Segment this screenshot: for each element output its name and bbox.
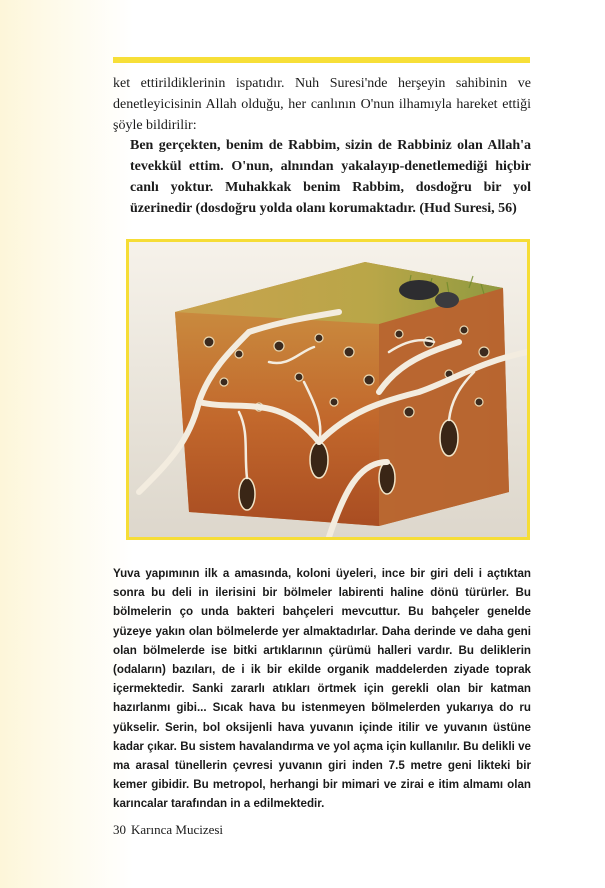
figure-caption: Yuva yapımının ilk a amasında, koloni üyeleri, ince bir giri deli i açtıktan sonra bu deli in ilerisini bir bölmeler labirenti haline dönü türürler. Bu bölmelerin ço unda bakteri bahçeleri mevcuttur. Bu bahçeler genelde yüzeye yakın olan bölmelerde yer almaktadırlar. Daha derinde ve daha geni olan bölmelerde ise bitki artıklarının çürümü halleri vardır. Bu deliklerin (odaların) bazıları, de i ik bir ekilde organik maddelerden ziyade toprak içermektedir. Sanki zararlı atıkları örtmek için gerekli olan bir katman hazırlanmı gibi... Sıcak hava bu istenmeyen bölmelerden yukarıya do ru yükselir. Serin, bol oksijenli hava yuvanın içinde itilir ve yuvanın üstüne kadar çıkar. Bu sistem havalandırma ve yol açma için kullanılır. Bu delikli ve ma arasal tünellerin çevresi yuvanın giri inden 7.5 metre geni likteki bir kemer gibidir. Bu metropol, herhangi bir mimari ve zirai e itim almamı olan karıncalar tarafından in a edilmektedir.: [113, 567, 531, 811]
page-footer: [113, 822, 223, 838]
ant-nest-illustration: [126, 239, 530, 540]
intro-paragraph: ket ettirildiklerinin ispatıdır. Nuh Suresi'nde herşeyin sahibinin ve denetleyicisinin Allah olduğu, her canlının O'nun ilhamıyla hareket ettiği şöyle bildirilir:: [113, 76, 531, 133]
top-rule: [113, 57, 530, 63]
page-number: 30: [113, 822, 126, 837]
quran-quote: Ben gerçekten, benim de Rabbim, sizin de Rabbiniz olan Allah'a tevekkül ettim. O'nun, alnından yakalayıp-denetlemediği hiçbir canlı yoktur. Muhakkak benim Rabbim, dosdoğru bir yol üzerinedir (dosdoğru yolda olanı korumaktadır. (Hud Suresi, 56): [130, 138, 531, 216]
book-title: Karınca Mucizesi: [131, 822, 224, 837]
